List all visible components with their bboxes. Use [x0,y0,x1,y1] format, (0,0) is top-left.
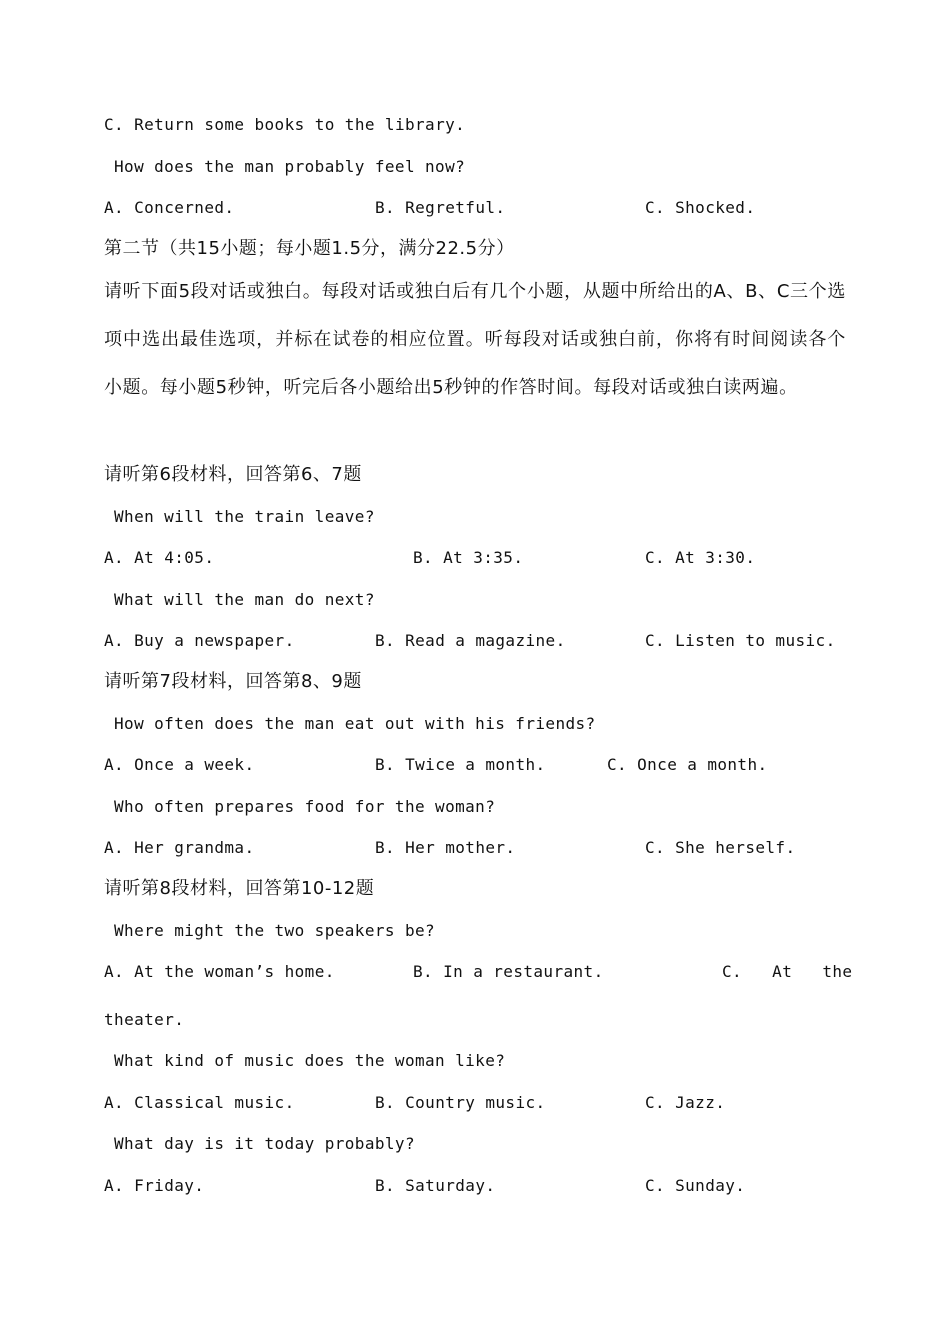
group-8-label: 请听第8段材料，回答第10-12题 [104,878,375,899]
option-c-return-books: C. Return some books to the library. [104,115,466,134]
q7-option-b: B. Read a magazine. [375,631,566,650]
q6-option-a: A. At 4:05. [104,548,215,567]
section-2-heading: 第二节（共15小题；每小题1.5分，满分22.5分） [104,238,515,259]
q9-option-a: A. Her grandma. [104,838,255,857]
q11-option-a: A. Classical music. [104,1093,295,1112]
question-6: When will the train leave? [114,507,375,526]
q7-option-c: C. Listen to music. [645,631,836,650]
q7-option-a: A. Buy a newspaper. [104,631,295,650]
group-6-label: 请听第6段材料，回答第6、7题 [104,464,362,485]
q8-option-c: C. Once a month. [607,755,768,774]
q6-option-c: C. At 3:30. [645,548,756,567]
q12-option-a: A. Friday. [104,1176,205,1195]
question-11: What kind of music does the woman like? [114,1051,506,1070]
q5-option-c: C. Shocked. [645,198,756,217]
q12-option-c: C. Sunday. [645,1176,746,1195]
q9-option-c: C. She herself. [645,838,796,857]
q5-option-a: A. Concerned. [104,198,235,217]
q8-option-b: B. Twice a month. [375,755,546,774]
group-7-label: 请听第7段材料，回答第8、9题 [104,671,362,692]
q5-option-b: B. Regretful. [375,198,506,217]
question-12: What day is it today probably? [114,1134,415,1153]
question-5: How does the man probably feel now? [114,157,466,176]
q6-option-b: B. At 3:35. [413,548,524,567]
question-10: Where might the two speakers be? [114,921,436,940]
q10-option-c: C. At the [722,962,853,981]
question-7: What will the man do next? [114,590,375,609]
q10-option-a: A. At the woman’s home. [104,962,335,981]
q11-option-c: C. Jazz. [645,1093,726,1112]
question-9: Who often prepares food for the woman? [114,797,496,816]
section-2-instructions: 请听下面5段对话或独白。每段对话或独白后有几个小题，从题中所给出的A、B、C三个选项中选出最佳选项，并标在试卷的相应位置。听每段对话或独白前，你将有时间阅读各个小题。每小题5秒钟，听完后各小题给出5秒钟的作答时间。每段对话或独白读两遍。 [104,281,846,398]
q10-option-b: B. In a restaurant. [413,962,604,981]
q10-option-c-continued: theater. [104,1010,185,1029]
q11-option-b: B. Country music. [375,1093,546,1112]
q9-option-b: B. Her mother. [375,838,516,857]
q12-option-b: B. Saturday. [375,1176,496,1195]
q8-option-a: A. Once a week. [104,755,255,774]
question-8: How often does the man eat out with his friends? [114,714,596,733]
